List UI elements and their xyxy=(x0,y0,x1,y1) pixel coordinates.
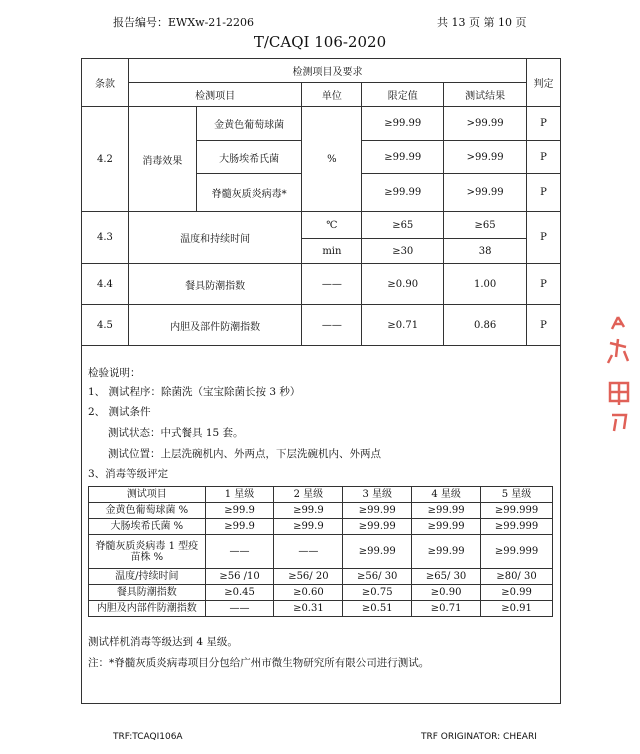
grade-value-cell: ≥99.99 xyxy=(412,519,481,535)
grade-header-row xyxy=(89,487,553,503)
grade-value-cell: ≥99.99 xyxy=(343,535,412,569)
grade-value-cell: ≥99.999 xyxy=(481,535,553,569)
result-cell: 38 xyxy=(444,239,527,264)
result-cell: 1.00 xyxy=(444,264,527,305)
verdict-cell: P xyxy=(527,305,561,346)
footer-originator: TRF ORIGINATOR: CHEARI xyxy=(421,732,537,742)
subitem-cell: 金黄色葡萄球菌 xyxy=(196,107,302,141)
grade-header-cell: 3 星级 xyxy=(343,487,412,503)
table-row xyxy=(82,305,561,346)
note-test-position: 测试位置：上层洗碗机内、外两点，下层洗碗机内、外两点 xyxy=(108,448,381,460)
note-test-conditions: 2、 测试条件 xyxy=(88,406,151,418)
item-cell: 餐具防潮指数 xyxy=(128,264,302,305)
result-cell: ≥65 xyxy=(444,212,527,239)
header-item: 检测项目 xyxy=(128,83,302,107)
grade-value-cell: ≥0.51 xyxy=(343,601,412,617)
limit-cell: ≥99.99 xyxy=(362,174,444,212)
grade-row xyxy=(89,585,553,601)
unit-cell: min xyxy=(302,239,362,264)
grade-value-cell: ≥99.999 xyxy=(481,503,553,519)
limit-cell: ≥0.90 xyxy=(362,264,444,305)
item-cell: 温度和持续时间 xyxy=(128,212,302,264)
verdict-cell: P xyxy=(527,141,561,174)
grade-value-cell: ≥0.31 xyxy=(274,601,343,617)
header-result: 测试结果 xyxy=(444,83,527,107)
limit-cell: ≥99.99 xyxy=(362,141,444,174)
grade-header-cell: 1 星级 xyxy=(205,487,274,503)
grade-header-cell: 测试项目 xyxy=(89,487,206,503)
grade-value-cell: ≥99.99 xyxy=(343,519,412,535)
note-test-state: 测试状态：中式餐具 15 套。 xyxy=(108,427,244,439)
limit-cell: ≥0.71 xyxy=(362,305,444,346)
grade-item-cell: 大肠埃希氏菌 % xyxy=(89,519,206,535)
header-unit: 单位 xyxy=(302,83,362,107)
grade-value-cell: ≥0.90 xyxy=(412,585,481,601)
limit-cell: ≥99.99 xyxy=(362,107,444,141)
grade-item-cell: 温度/持续时间 xyxy=(89,569,206,585)
grade-value-cell: ≥99.9 xyxy=(205,519,274,535)
item-cell: 消毒效果 xyxy=(128,107,196,212)
clause-cell: 4.5 xyxy=(82,305,129,346)
page-indicator: 共 13 页 第 10 页 xyxy=(437,16,527,29)
grade-value-cell: ≥0.99 xyxy=(481,585,553,601)
grade-conclusion: 测试样机消毒等级达到 4 星级。 xyxy=(88,636,238,648)
limit-cell: ≥30 xyxy=(362,239,444,264)
clause-cell: 4.3 xyxy=(82,212,129,264)
clause-cell: 4.2 xyxy=(82,107,129,212)
seal-stamp xyxy=(604,315,634,435)
item-cell: 内胆及部件防潮指数 xyxy=(128,305,302,346)
header-clause: 条款 xyxy=(82,59,129,107)
table-row xyxy=(82,264,561,305)
grade-header-cell: 4 星级 xyxy=(412,487,481,503)
note-test-program: 1、 测试程序：除菌洗（宝宝除菌长按 3 秒） xyxy=(88,386,301,398)
unit-cell: —— xyxy=(302,264,362,305)
grade-row xyxy=(89,569,553,585)
grade-header-cell: 2 星级 xyxy=(274,487,343,503)
footer-form-code: TRF:TCAQI106A xyxy=(113,732,183,742)
grade-item-cell: 内胆及内部件防潮指数 xyxy=(89,601,206,617)
verdict-cell: P xyxy=(527,174,561,212)
grade-value-cell: ≥99.9 xyxy=(274,503,343,519)
grade-item-cell: 餐具防潮指数 xyxy=(89,585,206,601)
subcontract-remark: 注：*脊髓灰质炎病毒项目分包给广州市微生物研究所有限公司进行测试。 xyxy=(88,657,430,669)
grade-value-cell: ≥56/ 30 xyxy=(343,569,412,585)
grade-value-cell: —— xyxy=(205,601,274,617)
grade-value-cell: ≥99.999 xyxy=(481,519,553,535)
grade-value-cell: ≥99.9 xyxy=(205,503,274,519)
result-cell: >99.99 xyxy=(444,107,527,141)
result-cell: >99.99 xyxy=(444,174,527,212)
grade-value-cell: ≥0.45 xyxy=(205,585,274,601)
unit-cell: —— xyxy=(302,305,362,346)
grade-value-cell: ≥99.99 xyxy=(343,503,412,519)
grade-item-cell: 金黄色葡萄球菌 % xyxy=(89,503,206,519)
grade-row xyxy=(89,503,553,519)
verdict-cell: P xyxy=(527,107,561,141)
verdict-cell: P xyxy=(527,264,561,305)
notes-title: 检验说明： xyxy=(88,367,141,379)
result-cell: 0.86 xyxy=(444,305,527,346)
grade-value-cell: ≥56 /10 xyxy=(205,569,274,585)
header-verdict: 判定 xyxy=(527,59,561,107)
grade-value-cell: ≥99.99 xyxy=(412,503,481,519)
note-grade-evaluation: 3、消毒等级评定 xyxy=(88,468,169,480)
subitem-cell: 脊髓灰质炎病毒* xyxy=(196,174,302,212)
unit-cell: ℃ xyxy=(302,212,362,239)
grade-item-cell: 脊髓灰质炎病毒 1 型疫苗株 % xyxy=(89,535,206,569)
grade-row xyxy=(89,601,553,617)
grade-value-cell: ≥0.71 xyxy=(412,601,481,617)
table-subheader-row xyxy=(82,83,561,107)
grade-value-cell: ≥56/ 20 xyxy=(274,569,343,585)
grade-value-cell: —— xyxy=(274,535,343,569)
grade-value-cell: ≥0.75 xyxy=(343,585,412,601)
grade-value-cell: ≥0.91 xyxy=(481,601,553,617)
table-row xyxy=(82,107,561,141)
grade-header-cell: 5 星级 xyxy=(481,487,553,503)
verdict-cell: P xyxy=(527,212,561,264)
grade-value-cell: ≥80/ 30 xyxy=(481,569,553,585)
standard-title: T/CAQI 106-2020 xyxy=(253,33,387,51)
limit-cell: ≥65 xyxy=(362,212,444,239)
result-cell: >99.99 xyxy=(444,141,527,174)
grade-row xyxy=(89,535,553,569)
report-number: 报告编号：EWXw-21-2206 xyxy=(113,16,255,29)
grade-row xyxy=(89,519,553,535)
grade-value-cell: ≥65/ 30 xyxy=(412,569,481,585)
disinfection-grade-table xyxy=(88,486,553,617)
test-results-table xyxy=(81,58,561,346)
clause-cell: 4.4 xyxy=(82,264,129,305)
unit-cell: % xyxy=(302,107,362,212)
grade-value-cell: ≥99.99 xyxy=(412,535,481,569)
table-header-row xyxy=(82,59,561,83)
table-row xyxy=(82,212,561,239)
grade-value-cell: —— xyxy=(205,535,274,569)
subitem-cell: 大肠埃希氏菌 xyxy=(196,141,302,174)
header-limit: 限定值 xyxy=(362,83,444,107)
grade-value-cell: ≥0.60 xyxy=(274,585,343,601)
grade-value-cell: ≥99.9 xyxy=(274,519,343,535)
header-group: 检测项目及要求 xyxy=(128,59,526,83)
